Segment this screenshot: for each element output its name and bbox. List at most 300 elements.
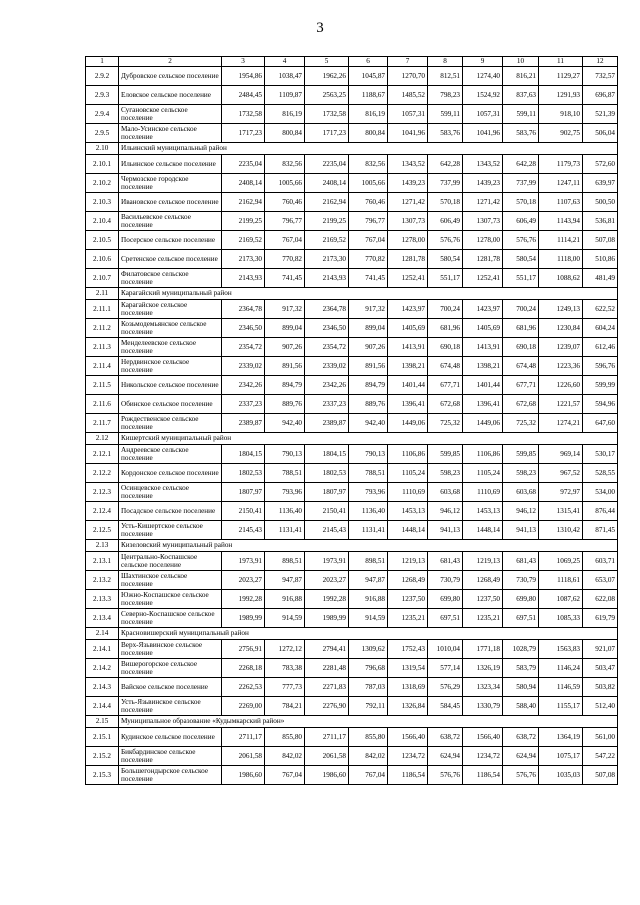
value-cell: 1088,62	[539, 269, 583, 288]
table-row	[86, 231, 618, 250]
row-code: 2.11.7	[86, 414, 119, 433]
value-cell: 1989,99	[222, 609, 265, 628]
value-cell: 816,19	[265, 105, 305, 124]
value-cell: 598,23	[428, 464, 463, 483]
value-cell: 1045,87	[349, 67, 388, 86]
value-cell: 1234,72	[463, 747, 503, 766]
value-cell: 1110,69	[463, 483, 503, 502]
settlement-name: Сугановское сельское поселение	[119, 105, 222, 124]
settlement-name: Васильевское сельское поселение	[119, 212, 222, 231]
settlement-name: Южно-Коспашское сельское поселение	[119, 590, 222, 609]
section-code: 2.14	[86, 628, 119, 640]
value-cell: 1323,34	[463, 678, 503, 697]
value-cell: 918,10	[539, 105, 583, 124]
table-row	[86, 571, 618, 590]
row-code: 2.11.5	[86, 376, 119, 395]
row-code: 2.15.3	[86, 766, 119, 785]
value-cell: 1986,60	[222, 766, 265, 785]
value-cell: 1041,96	[388, 124, 428, 143]
value-cell: 696,87	[583, 86, 618, 105]
table-row	[86, 319, 618, 338]
table-row	[86, 212, 618, 231]
value-cell: 1804,15	[305, 445, 349, 464]
table-row	[86, 445, 618, 464]
value-cell: 871,45	[583, 521, 618, 540]
value-cell: 1449,06	[463, 414, 503, 433]
value-cell: 1802,53	[222, 464, 265, 483]
table-row	[86, 338, 618, 357]
value-cell: 783,38	[265, 659, 305, 678]
value-cell: 777,73	[265, 678, 305, 697]
value-cell: 1105,24	[463, 464, 503, 483]
value-cell: 512,40	[583, 697, 618, 716]
value-cell: 2408,14	[305, 174, 349, 193]
value-cell: 914,59	[265, 609, 305, 628]
value-cell: 583,76	[428, 124, 463, 143]
value-cell: 946,12	[428, 502, 463, 521]
table-body	[86, 57, 618, 785]
value-cell: 1188,67	[349, 86, 388, 105]
value-cell: 690,18	[503, 338, 539, 357]
row-code: 2.14.2	[86, 659, 119, 678]
value-cell: 889,76	[349, 395, 388, 414]
row-code: 2.13.3	[86, 590, 119, 609]
value-cell: 2339,02	[222, 357, 265, 376]
table-row	[86, 609, 618, 628]
value-cell: 942,40	[265, 414, 305, 433]
value-cell: 1057,31	[388, 105, 428, 124]
row-code: 2.10.5	[86, 231, 119, 250]
value-cell: 577,14	[428, 659, 463, 678]
value-cell: 1038,47	[265, 67, 305, 86]
value-cell: 1136,40	[265, 502, 305, 521]
value-cell: 1566,40	[388, 728, 428, 747]
value-cell: 725,32	[503, 414, 539, 433]
section-title: Кизеловский муниципальный район	[119, 540, 618, 552]
value-cell: 816,21	[503, 67, 539, 86]
value-cell: 1364,19	[539, 728, 583, 747]
row-code: 2.15.2	[86, 747, 119, 766]
value-cell: 788,51	[349, 464, 388, 483]
value-cell: 1563,83	[539, 640, 583, 659]
value-cell: 588,40	[503, 697, 539, 716]
value-cell: 790,13	[265, 445, 305, 464]
table-row	[86, 697, 618, 716]
value-cell: 1146,24	[539, 659, 583, 678]
value-cell: 2262,53	[222, 678, 265, 697]
value-cell: 677,71	[503, 376, 539, 395]
settlement-name: Рождественское сельское поселение	[119, 414, 222, 433]
value-cell: 800,84	[265, 124, 305, 143]
value-cell: 1223,36	[539, 357, 583, 376]
value-cell: 1307,73	[463, 212, 503, 231]
row-code: 2.10.3	[86, 193, 119, 212]
value-cell: 584,45	[428, 697, 463, 716]
value-cell: 507,08	[583, 231, 618, 250]
value-cell: 1401,44	[388, 376, 428, 395]
value-cell: 1318,69	[388, 678, 428, 697]
value-cell: 697,51	[428, 609, 463, 628]
value-cell: 1226,60	[539, 376, 583, 395]
value-cell: 1343,52	[388, 155, 428, 174]
value-cell: 837,63	[503, 86, 539, 105]
value-cell: 603,68	[503, 483, 539, 502]
value-cell: 767,04	[265, 231, 305, 250]
value-cell: 902,75	[539, 124, 583, 143]
value-cell: 832,56	[349, 155, 388, 174]
value-cell: 1804,15	[222, 445, 265, 464]
value-cell: 1326,19	[463, 659, 503, 678]
value-cell: 580,94	[503, 678, 539, 697]
value-cell: 1319,54	[388, 659, 428, 678]
row-code: 2.13.1	[86, 552, 119, 571]
value-cell: 700,24	[503, 300, 539, 319]
value-cell: 2346,50	[222, 319, 265, 338]
value-cell: 730,79	[503, 571, 539, 590]
settlement-name: Северно-Коспашское сельское поселение	[119, 609, 222, 628]
row-code: 2.11.4	[86, 357, 119, 376]
value-cell: 788,51	[265, 464, 305, 483]
section-title: Кишертский муниципальный район	[119, 433, 618, 445]
value-cell: 572,60	[583, 155, 618, 174]
settlement-name: Кордонское сельское поселение	[119, 464, 222, 483]
section-title: Красновишерский муниципальный район	[119, 628, 618, 640]
value-cell: 2337,23	[305, 395, 349, 414]
value-cell: 760,46	[349, 193, 388, 212]
value-cell: 700,24	[428, 300, 463, 319]
header-cell: 6	[349, 57, 388, 67]
table-row	[86, 483, 618, 502]
value-cell: 941,13	[428, 521, 463, 540]
row-code: 2.15.1	[86, 728, 119, 747]
value-cell: 741,45	[349, 269, 388, 288]
row-code: 2.14.1	[86, 640, 119, 659]
value-cell: 561,00	[583, 728, 618, 747]
value-cell: 737,99	[428, 174, 463, 193]
settlement-name: Ивановское сельское поселение	[119, 193, 222, 212]
value-cell: 638,72	[428, 728, 463, 747]
value-cell: 674,48	[503, 357, 539, 376]
value-cell: 1237,50	[388, 590, 428, 609]
header-cell: 4	[265, 57, 305, 67]
table-row	[86, 300, 618, 319]
table-row	[86, 86, 618, 105]
value-cell: 2337,23	[222, 395, 265, 414]
value-cell: 1732,58	[222, 105, 265, 124]
settlement-name: Усть-Кишертское сельское поселение	[119, 521, 222, 540]
value-cell: 1307,73	[388, 212, 428, 231]
value-cell: 576,76	[503, 231, 539, 250]
value-cell: 770,82	[265, 250, 305, 269]
value-cell: 800,84	[349, 124, 388, 143]
value-cell: 690,18	[428, 338, 463, 357]
value-cell: 1281,78	[463, 250, 503, 269]
value-cell: 917,32	[265, 300, 305, 319]
header-cell: 7	[388, 57, 428, 67]
value-cell: 899,04	[349, 319, 388, 338]
value-cell: 599,85	[503, 445, 539, 464]
table-row	[86, 659, 618, 678]
value-cell: 2169,52	[305, 231, 349, 250]
settlement-name: Козьмодемьянское сельское поселение	[119, 319, 222, 338]
value-cell: 1330,79	[463, 697, 503, 716]
value-cell: 507,08	[583, 766, 618, 785]
settlement-name: Карагайское сельское поселение	[119, 300, 222, 319]
value-cell: 528,55	[583, 464, 618, 483]
settlement-name: Нердвинское сельское поселение	[119, 357, 222, 376]
value-cell: 576,29	[428, 678, 463, 697]
value-cell: 1992,28	[305, 590, 349, 609]
value-cell: 2169,52	[222, 231, 265, 250]
value-cell: 598,23	[503, 464, 539, 483]
value-cell: 1448,14	[388, 521, 428, 540]
value-cell: 947,87	[349, 571, 388, 590]
value-cell: 1802,53	[305, 464, 349, 483]
value-cell: 1221,57	[539, 395, 583, 414]
table-row	[86, 552, 618, 571]
value-cell: 1010,04	[428, 640, 463, 659]
table-row	[86, 521, 618, 540]
value-cell: 570,18	[503, 193, 539, 212]
value-cell: 551,17	[428, 269, 463, 288]
value-cell: 2162,94	[305, 193, 349, 212]
value-cell: 2342,26	[305, 376, 349, 395]
value-cell: 730,79	[428, 571, 463, 590]
value-cell: 503,47	[583, 659, 618, 678]
value-cell: 599,11	[503, 105, 539, 124]
value-cell: 767,04	[349, 766, 388, 785]
value-cell: 1271,42	[388, 193, 428, 212]
value-cell: 1179,73	[539, 155, 583, 174]
value-cell: 1396,41	[388, 395, 428, 414]
row-code: 2.12.4	[86, 502, 119, 521]
value-cell: 1271,42	[463, 193, 503, 212]
value-cell: 1028,79	[503, 640, 539, 659]
value-cell: 842,02	[265, 747, 305, 766]
value-cell: 2150,41	[305, 502, 349, 521]
value-cell: 907,26	[349, 338, 388, 357]
value-cell: 1398,21	[388, 357, 428, 376]
value-cell: 604,24	[583, 319, 618, 338]
value-cell: 534,00	[583, 483, 618, 502]
value-cell: 2061,58	[305, 747, 349, 766]
row-code: 2.11.2	[86, 319, 119, 338]
value-cell: 2173,30	[305, 250, 349, 269]
settlement-name: Посадское сельское поселение	[119, 502, 222, 521]
value-cell: 816,19	[349, 105, 388, 124]
value-cell: 967,52	[539, 464, 583, 483]
row-code: 2.11.1	[86, 300, 119, 319]
value-cell: 947,87	[265, 571, 305, 590]
value-cell: 1005,66	[265, 174, 305, 193]
table-row	[86, 502, 618, 521]
value-cell: 1118,00	[539, 250, 583, 269]
value-cell: 576,76	[503, 766, 539, 785]
value-cell: 1405,69	[463, 319, 503, 338]
settlement-name: Шахтинское сельское поселение	[119, 571, 222, 590]
section-code: 2.13	[86, 540, 119, 552]
value-cell: 1085,33	[539, 609, 583, 628]
value-cell: 583,76	[503, 124, 539, 143]
value-cell: 1423,97	[388, 300, 428, 319]
value-cell: 530,17	[583, 445, 618, 464]
value-cell: 503,82	[583, 678, 618, 697]
table-row	[86, 747, 618, 766]
value-cell: 1114,21	[539, 231, 583, 250]
header-row	[86, 57, 618, 67]
value-cell: 647,60	[583, 414, 618, 433]
table-row	[86, 376, 618, 395]
value-cell: 603,68	[428, 483, 463, 502]
value-cell: 1143,94	[539, 212, 583, 231]
value-cell: 832,56	[265, 155, 305, 174]
value-cell: 1069,25	[539, 552, 583, 571]
settlement-name: Сретенское сельское поселение	[119, 250, 222, 269]
value-cell: 855,80	[265, 728, 305, 747]
table-row	[86, 155, 618, 174]
value-cell: 1272,12	[265, 640, 305, 659]
table-row	[86, 590, 618, 609]
row-code: 2.14.3	[86, 678, 119, 697]
value-cell: 1035,03	[539, 766, 583, 785]
value-cell: 767,04	[265, 766, 305, 785]
value-cell: 622,52	[583, 300, 618, 319]
value-cell: 672,68	[428, 395, 463, 414]
value-cell: 876,44	[583, 502, 618, 521]
value-cell: 842,02	[349, 747, 388, 766]
value-cell: 1453,13	[388, 502, 428, 521]
row-code: 2.10.2	[86, 174, 119, 193]
value-cell: 972,97	[539, 483, 583, 502]
value-cell: 1439,23	[463, 174, 503, 193]
value-cell: 596,76	[583, 357, 618, 376]
settlement-name: Дубровское сельское поселение	[119, 67, 222, 86]
value-cell: 784,21	[265, 697, 305, 716]
value-cell: 672,68	[503, 395, 539, 414]
section-code: 2.12	[86, 433, 119, 445]
value-cell: 2794,41	[305, 640, 349, 659]
settlement-name: Обинское сельское поселение	[119, 395, 222, 414]
settlement-name: Менделеевское сельское поселение	[119, 338, 222, 357]
value-cell: 812,51	[428, 67, 463, 86]
value-cell: 2711,17	[222, 728, 265, 747]
value-cell: 536,81	[583, 212, 618, 231]
value-cell: 1235,21	[388, 609, 428, 628]
value-cell: 1449,06	[388, 414, 428, 433]
value-cell: 594,96	[583, 395, 618, 414]
value-cell: 1315,41	[539, 502, 583, 521]
table-row	[86, 105, 618, 124]
value-cell: 1989,99	[305, 609, 349, 628]
value-cell: 2023,27	[305, 571, 349, 590]
section-code: 2.15	[86, 716, 119, 728]
value-cell: 1717,23	[222, 124, 265, 143]
settlement-name: Вайское сельское поселение	[119, 678, 222, 697]
header-cell: 11	[539, 57, 583, 67]
value-cell: 2354,72	[305, 338, 349, 357]
value-cell: 1247,11	[539, 174, 583, 193]
value-cell: 1239,07	[539, 338, 583, 357]
value-cell: 1235,21	[463, 609, 503, 628]
table-row	[86, 193, 618, 212]
value-cell: 796,68	[349, 659, 388, 678]
settlement-name: Андреевское сельское поселение	[119, 445, 222, 464]
value-cell: 1268,49	[463, 571, 503, 590]
value-cell: 1136,40	[349, 502, 388, 521]
table-row	[86, 357, 618, 376]
value-cell: 681,43	[503, 552, 539, 571]
row-code: 2.9.4	[86, 105, 119, 124]
value-cell: 1326,84	[388, 697, 428, 716]
table-row	[86, 124, 618, 143]
value-cell: 1954,86	[222, 67, 265, 86]
value-cell: 1107,63	[539, 193, 583, 212]
value-cell: 787,03	[349, 678, 388, 697]
value-cell: 612,46	[583, 338, 618, 357]
value-cell: 1396,41	[463, 395, 503, 414]
value-cell: 1252,41	[388, 269, 428, 288]
value-cell: 606,49	[503, 212, 539, 231]
value-cell: 1131,41	[265, 521, 305, 540]
value-cell: 1234,72	[388, 747, 428, 766]
value-cell: 681,43	[428, 552, 463, 571]
value-cell: 796,77	[349, 212, 388, 231]
value-cell: 638,72	[503, 728, 539, 747]
value-cell: 1291,93	[539, 86, 583, 105]
value-cell: 770,82	[349, 250, 388, 269]
value-cell: 599,99	[583, 376, 618, 395]
value-cell: 790,13	[349, 445, 388, 464]
value-cell: 1129,27	[539, 67, 583, 86]
value-cell: 942,40	[349, 414, 388, 433]
value-cell: 891,56	[265, 357, 305, 376]
value-cell: 606,49	[428, 212, 463, 231]
value-cell: 898,51	[349, 552, 388, 571]
settlement-name: Филатовское сельское поселение	[119, 269, 222, 288]
value-cell: 1732,58	[305, 105, 349, 124]
value-cell: 1041,96	[463, 124, 503, 143]
section-title: Муниципальное образование «Кудымкарский район»	[119, 716, 618, 728]
value-cell: 2269,00	[222, 697, 265, 716]
header-cell: 2	[119, 57, 222, 67]
value-cell: 1057,31	[463, 105, 503, 124]
value-cell: 1566,40	[463, 728, 503, 747]
tariff-table	[85, 56, 618, 785]
value-cell: 1343,52	[463, 155, 503, 174]
value-cell: 699,80	[428, 590, 463, 609]
section-row	[86, 628, 618, 640]
settlement-name: Верх-Язьвинское сельское поселение	[119, 640, 222, 659]
value-cell: 547,22	[583, 747, 618, 766]
value-cell: 1413,91	[388, 338, 428, 357]
value-cell: 2484,45	[222, 86, 265, 105]
value-cell: 506,04	[583, 124, 618, 143]
value-cell: 2271,83	[305, 678, 349, 697]
settlement-name: Чермозское городское поселение	[119, 174, 222, 193]
value-cell: 624,94	[428, 747, 463, 766]
value-cell: 521,39	[583, 105, 618, 124]
table-row	[86, 766, 618, 785]
value-cell: 1278,00	[388, 231, 428, 250]
value-cell: 2268,18	[222, 659, 265, 678]
value-cell: 1405,69	[388, 319, 428, 338]
value-cell: 2199,25	[305, 212, 349, 231]
row-code: 2.9.5	[86, 124, 119, 143]
value-cell: 2711,17	[305, 728, 349, 747]
value-cell: 1973,91	[305, 552, 349, 571]
value-cell: 2235,04	[222, 155, 265, 174]
value-cell: 1186,54	[388, 766, 428, 785]
